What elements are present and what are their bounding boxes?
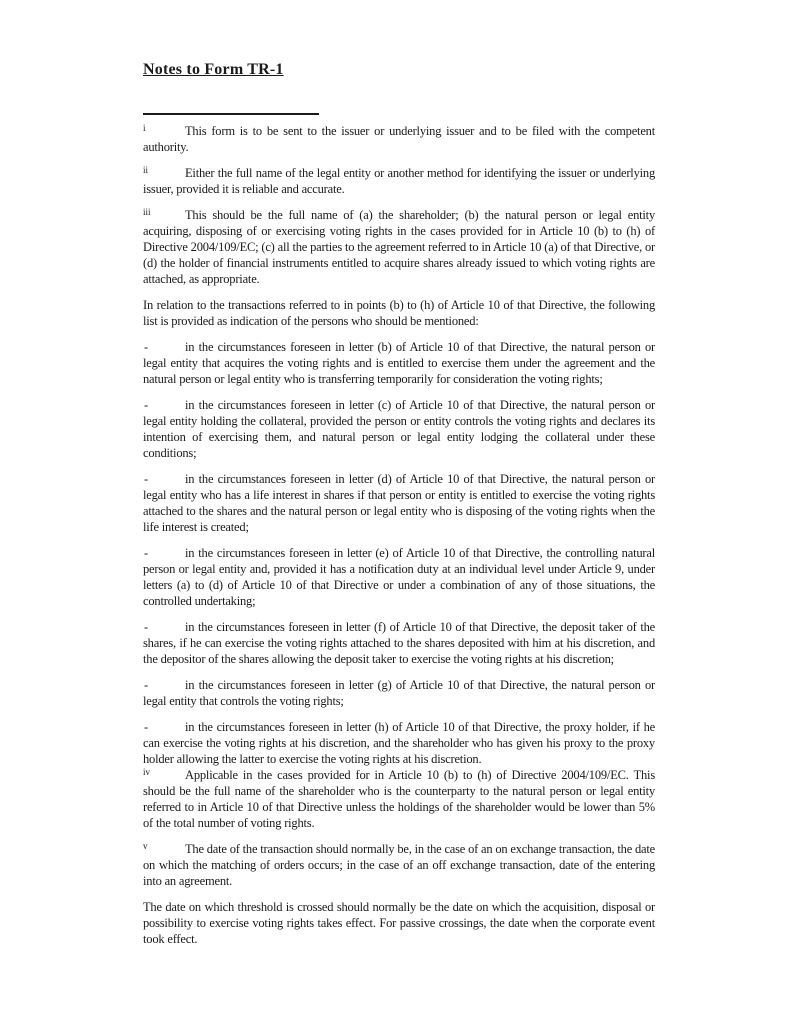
list-item-letter-f	[143, 619, 655, 667]
dash-marker: -	[144, 340, 148, 354]
dash-marker: -	[144, 620, 148, 634]
footnote-marker-i: i	[143, 123, 146, 133]
footnote-v	[143, 841, 655, 889]
list-item-letter-c	[143, 397, 655, 461]
list-item-letter-h	[143, 719, 655, 767]
list-item-text: in the circumstances foreseen in letter (g) of Article 10 of that Directive, the natural person or legal entity that controls the voting rights;	[143, 678, 655, 708]
footnote-text: Either the full name of the legal entity or another method for identifying the issuer or underlying issuer, provided it is reliable and accurate.	[143, 166, 655, 196]
footnote-marker-iv: iv	[143, 767, 151, 777]
footnote-iii	[143, 207, 655, 287]
footnote-i	[143, 123, 655, 155]
list-item-letter-b	[143, 339, 655, 387]
dash-marker: -	[144, 398, 148, 412]
list-item-text: in the circumstances foreseen in letter (d) of Article 10 of that Directive, the natural person or legal entity who has a life interest in shares if that person or entity is entitled to exercise the voting rights attached to the shares and the natural person or legal entity who is disposing of the voting rights when the life interest is created;	[143, 472, 655, 534]
footnote-text: This form is to be sent to the issuer or underlying issuer and to be filed with the competent authority.	[143, 124, 655, 154]
list-item-text: in the circumstances foreseen in letter (b) of Article 10 of that Directive, the natural person or legal entity that acquires the voting rights and is entitled to exercise them under the agreement and the natural person or legal entity who is transferring temporarily for consideration the voting rights;	[143, 340, 655, 386]
footnote-separator-line	[143, 113, 319, 115]
list-item-letter-g	[143, 677, 655, 709]
list-item-letter-d	[143, 471, 655, 535]
footnote-text: Applicable in the cases provided for in Article 10 (b) to (h) of Directive 2004/109/EC. This should be the full name of the shareholder who is the counterparty to the natural person or legal entity referred to in Article 10 of that Directive unless the holdings of the shareholder would be lower than 5% of the total number of voting rights.	[143, 768, 655, 830]
intro-paragraph: In relation to the transactions referred to in points (b) to (h) of Article 10 of that Directive, the following list is provided as indication of the persons who should be mentioned:	[143, 298, 655, 328]
footnote-marker-v: v	[143, 841, 148, 851]
list-item-text: in the circumstances foreseen in letter (h) of Article 10 of that Directive, the proxy holder, if he can exercise the voting rights at his discretion, and the shareholder who has given his proxy to the proxy holder allowing the latter to exercise the voting rights at his discretion.	[143, 720, 655, 766]
list-item-text: in the circumstances foreseen in letter (f) of Article 10 of that Directive, the deposit taker of the shares, if he can exercise the voting rights attached to the shares deposited with him at his discretion, and the depositor of the shares allowing the deposit taker to exercise the voting rights at his discretion;	[143, 620, 655, 666]
dash-marker: -	[144, 546, 148, 560]
dash-marker: -	[144, 678, 148, 692]
list-item-letter-e	[143, 545, 655, 609]
list-item-text: in the circumstances foreseen in letter (e) of Article 10 of that Directive, the controlling natural person or legal entity and, provided it has a notification duty at an individual level under Article 9, under letters (a) to (d) of Article 10 of that Directive or under a combination of any of those situations, the controlled undertaking;	[143, 546, 655, 608]
footnote-text: The date of the transaction should normally be, in the case of an on exchange transaction, the date on which the matching of orders occurs; in the case of an off exchange transaction, date of the entering into an agreement.	[143, 842, 655, 888]
dash-marker: -	[144, 472, 148, 486]
list-item-text: in the circumstances foreseen in letter (c) of Article 10 of that Directive, the natural person or legal entity holding the collateral, provided the person or entity controls the voting rights and declares its intention of exercising them, and natural person or legal entity lodging the collateral under these conditions;	[143, 398, 655, 460]
footnote-text: This should be the full name of (a) the shareholder; (b) the natural person or legal entity acquiring, disposing of or exercising voting rights in the cases provided for in Article 10 (b) to (h) of Directive 2004/109/EC; (c) all the parties to the agreement referred to in Article 10 (a) of that Directive, or (d) the holder of financial instruments entitled to acquire shares already issued to which voting rights are attached, as appropriate.	[143, 208, 655, 286]
dash-marker: -	[144, 720, 148, 734]
closing-paragraph: The date on which threshold is crossed should normally be the date on which the acquisition, disposal or possibility to exercise voting rights takes effect. For passive crossings, the date when the corporate event took effect.	[143, 900, 655, 946]
page-title: Notes to Form TR-1	[143, 61, 284, 78]
footnote-ii	[143, 165, 655, 197]
footnote-iv	[143, 767, 655, 831]
footnote-marker-ii: ii	[143, 165, 149, 175]
footnote-marker-iii: iii	[143, 207, 151, 217]
